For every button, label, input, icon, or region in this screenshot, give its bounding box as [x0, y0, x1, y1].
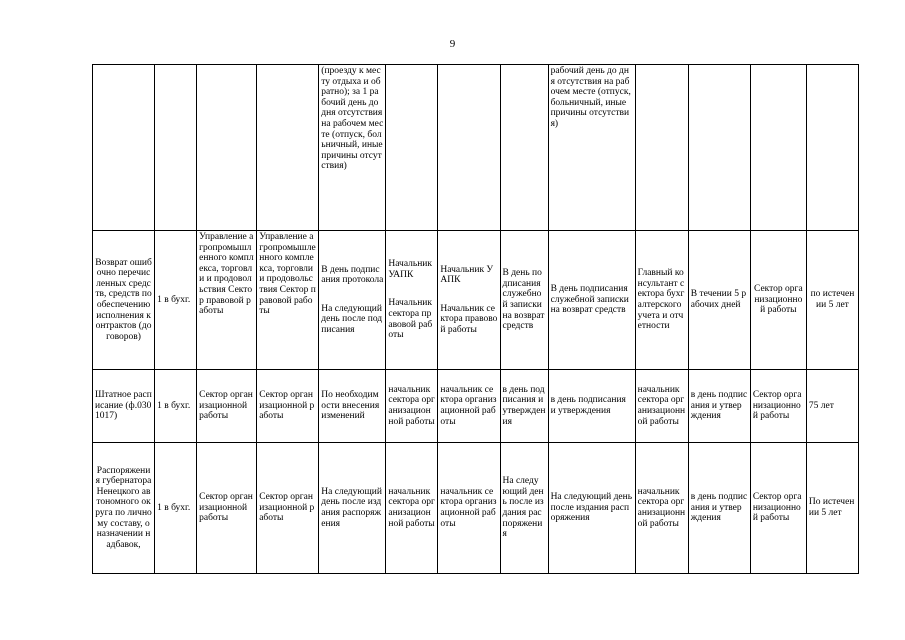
- cell-part: Начальник УАПК: [440, 264, 494, 286]
- cell-part: Начальник сектора правовой работы: [388, 298, 433, 341]
- table-cell: Главный консультант сектора бухгалтерского учета и отчетности: [635, 231, 688, 370]
- document-table: [92, 64, 859, 574]
- table-cell: начальник сектора организационной работы: [438, 370, 500, 443]
- table-row: [93, 370, 859, 443]
- table-cell: Штатное расписание (ф.0301017): [93, 370, 155, 443]
- table-cell: В день подписания служебной записки на возврат средств: [500, 231, 548, 370]
- cell-part: В день подписания протокола: [321, 264, 384, 286]
- table-cell: начальник сектора организационной работы: [386, 443, 438, 574]
- table-cell: [155, 65, 197, 231]
- table-cell: 75 лет: [806, 370, 858, 443]
- table-cell: в день подписания и утверждения: [548, 370, 635, 443]
- table-cell: 1 в бухг.: [155, 443, 197, 574]
- table-cell: [806, 65, 858, 231]
- table-cell: начальник сектора организационной работы: [438, 443, 500, 574]
- table-cell: (проезду к месту отдыха и обратно); за 1 рабочий день до дня отсутствия на рабочем месте (отпуск, больничный, иные причины отсутствия): [319, 65, 386, 231]
- table-cell: На следующий день после издания распоряжения: [319, 443, 386, 574]
- table-cell: [438, 65, 500, 231]
- table-cell: В день подписания служебной записки на возврат средств: [548, 231, 635, 370]
- table-cell: Сектор организационной работы: [750, 370, 806, 443]
- table-cell: [386, 231, 438, 370]
- table-cell: По необходимости внесения изменений: [319, 370, 386, 443]
- table-cell: [438, 231, 500, 370]
- table-cell: [386, 65, 438, 231]
- table-cell: [500, 65, 548, 231]
- table-cell: [197, 65, 257, 231]
- table-cell: Управление агропромышленного комплекса, торговли и продовольствия Сектор правовой работы: [257, 231, 319, 370]
- table-cell: начальник сектора организационной работы: [386, 370, 438, 443]
- table-cell: Сектор организационной работы: [750, 443, 806, 574]
- table-cell: Управление агропромышленного комплекса, торговли и продовольствия Сектор правовой работы: [197, 231, 257, 370]
- cell-part: Начальник сектора правовой работы: [440, 303, 498, 335]
- table-cell: начальник сектора организационной работы: [635, 370, 688, 443]
- table-cell: начальник сектора организационной работы: [635, 443, 688, 574]
- table-cell: На следующий день после издания распоряжения: [500, 443, 548, 574]
- cell-part: Начальник УАПК: [388, 259, 432, 280]
- table-row: [93, 65, 859, 231]
- table-cell: На следующий день после издания распоряжения: [548, 443, 635, 574]
- table-cell: [635, 65, 688, 231]
- table-cell: в день подписания и утверждения: [688, 370, 750, 443]
- table-cell: Возврат ошибочно перечисленных средств, средств по обеспечению исполнения контрактов (договоров): [93, 231, 155, 370]
- table-cell: [257, 65, 319, 231]
- table-cell: Распоряжения губернатора Ненецкого автономного округа по личному составу, о назначении надбавок,: [93, 443, 155, 574]
- table-row: [93, 231, 859, 370]
- table-cell: в день подписания и утверждения: [500, 370, 548, 443]
- table-row: [93, 443, 859, 574]
- table-cell: рабочий день до дня отсутствия на рабочем месте (отпуск, больничный, иные причины отсутствия): [548, 65, 635, 231]
- page-number: 9: [449, 38, 456, 50]
- table-cell: Сектор организационной работы: [197, 443, 257, 574]
- table-cell: [688, 65, 750, 231]
- table-cell: По истечении 5 лет: [806, 443, 858, 574]
- table-cell: в день подписания и утверждения: [688, 443, 750, 574]
- table-cell: [750, 65, 806, 231]
- table-cell: [319, 231, 386, 370]
- table-cell: Сектор организационной работы: [197, 370, 257, 443]
- table-cell: Сектор организационной работы: [257, 443, 319, 574]
- table-cell: по истечении 5 лет: [806, 231, 858, 370]
- table-cell: [93, 65, 155, 231]
- table-cell: 1 в бухг.: [155, 231, 197, 370]
- table-cell: 1 в бухг.: [155, 370, 197, 443]
- table-cell: Сектор организационной работы: [750, 231, 806, 370]
- table-cell: В течении 5 рабочих дней: [688, 231, 750, 370]
- table-cell: Сектор организационной работы: [257, 370, 319, 443]
- cell-part: На следующий день после подписания: [321, 303, 383, 335]
